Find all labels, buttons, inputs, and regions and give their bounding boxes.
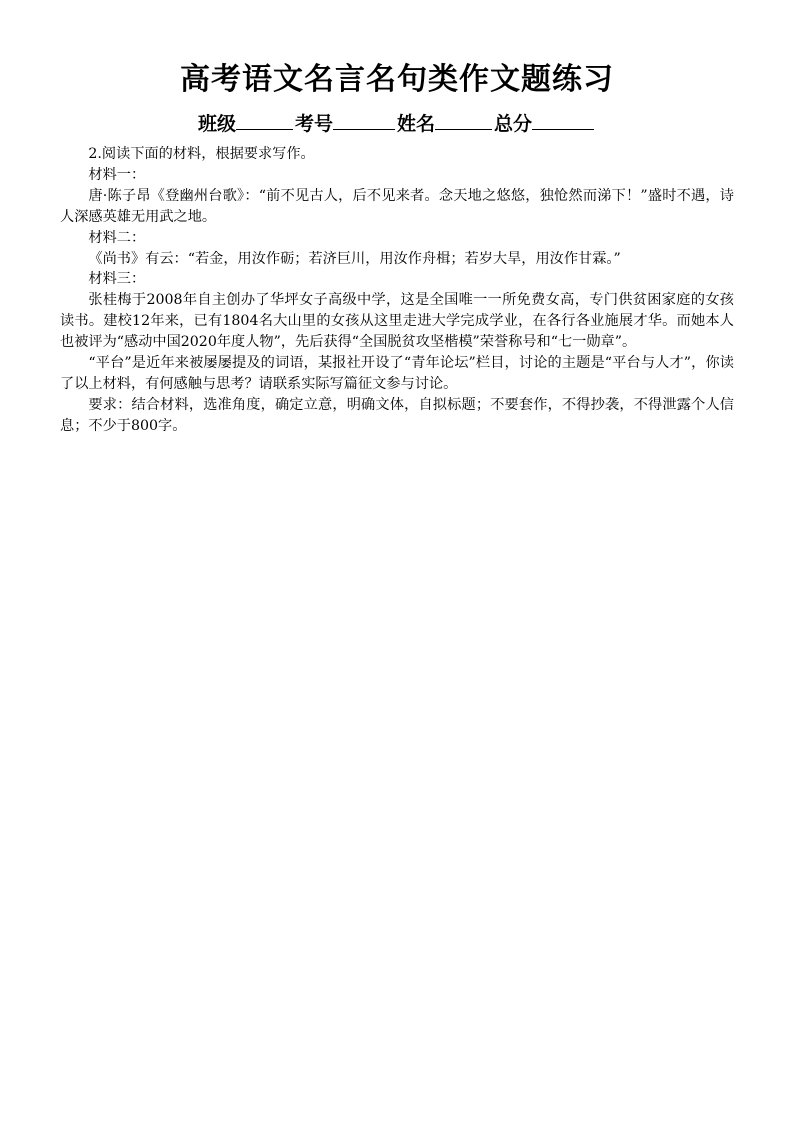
task-description: “平台”是近年来被屡屡提及的词语，某报社开设了“青年论坛”栏目，讨论的主题是“平台与人才”，你读了以上材料，有何感触与思考？请联系实际写篇征文参与讨论。 <box>60 355 734 392</box>
class-blank <box>236 111 293 130</box>
material-three-text: 张桂梅于2008年自主创办了华坪女子高级中学，这是全国唯一一所免费女高，专门供贫困家庭的女孩读书。建校12年来，已有1804名大山里的女孩从这里走进大学完成学业，在各行各业施展才华。而她本人也被评为“感动中国2020年度人物”，先后获得“全国脱贫攻坚楷模”荣誉称号和“七一勋章”。 <box>60 292 734 351</box>
material-one-heading: 材料一： <box>88 166 146 183</box>
writing-requirements: 要求：结合材料，选准角度，确定立意，明确文体，自拟标题；不要套作，不得抄袭，不得泄露个人信息；不少于800字。 <box>60 396 734 434</box>
name-label: 姓名 <box>397 113 436 135</box>
exam-number-blank <box>333 111 395 130</box>
class-field <box>198 111 295 137</box>
question-body <box>60 144 734 437</box>
total-score-label: 总分 <box>494 113 533 135</box>
material-two-heading: 材料二： <box>88 229 146 246</box>
material-one-text: 唐·陈子昂《登幽州台歌》：“前不见古人，后不见来者。念天地之悠悠，独怆然而涕下！”盛时不遇，诗人深感英雄无用武之地。 <box>60 187 734 225</box>
name-blank <box>435 111 492 130</box>
exam-number-field <box>295 111 397 137</box>
name-field <box>397 111 494 137</box>
page-title: 高考语文名言名句类作文题练习 <box>180 62 614 97</box>
material-two-text: 《尚书》有云：“若金，用汝作砺；若济巨川，用汝作舟楫；若岁大旱，用汝作甘霖。” <box>88 250 621 267</box>
question-prompt: 2.阅读下面的材料，根据要求写作。 <box>88 146 315 162</box>
student-info-row <box>0 111 794 137</box>
total-score-blank <box>532 111 594 130</box>
exam-number-label: 考号 <box>294 113 333 135</box>
total-score-field <box>494 111 596 137</box>
material-three-heading: 材料三： <box>88 271 146 288</box>
class-label: 班级 <box>197 113 236 135</box>
